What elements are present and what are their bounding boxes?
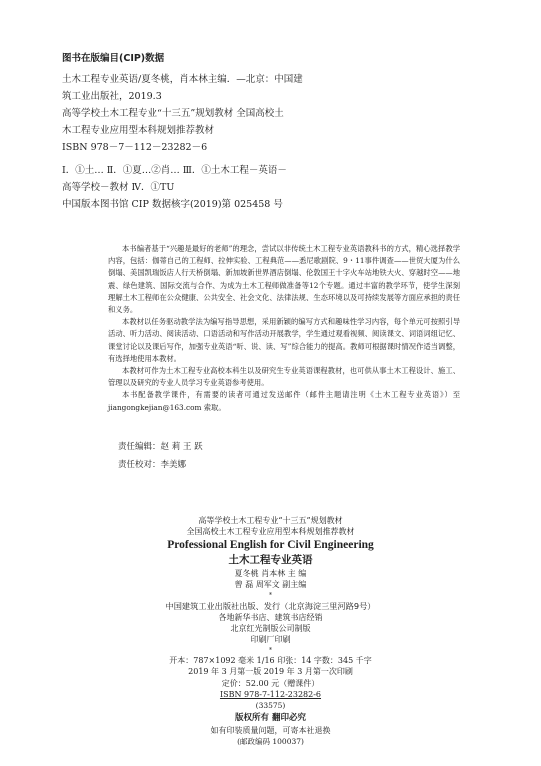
editor-names: 赵 莉 王 跃 bbox=[160, 442, 203, 452]
proofreader-names: 李美娜 bbox=[160, 460, 187, 470]
quality-notice: 如有印装质量问题，可寄本社退换 bbox=[210, 725, 331, 735]
intro-paragraph: 本书编者基于“兴趣是最好的老师”的理念，尝试以非传统土木工程专业英语教科书的方式，精心选择教学内容，包括：伽蒂自己的工程师、拉伸实验、工程典范——悉尼歌剧院、9・11事件调查——世贸大厦为什么倒塌、美国凯瑞饭店人行天桥倒塌、新加坡新世界酒店倒塌、伦敦国王十字火车站地铁大火、穿越时空——地震、绿色建筑、国际交流与合作、为成为土木工程师做准备等12个专题。通过丰富的教学环节，使学生深刻理解土木工程师在公众健康、公共安全、社会文化、法律法规、生态环境以及可持续发展等方面应承担的责任和义务。 bbox=[108, 244, 460, 315]
price-line: 定价：52.00 元（赠课件） bbox=[221, 678, 320, 688]
responsible-editors bbox=[118, 438, 203, 474]
cip-line: 土木工程专业英语/夏冬桃，肖本林主编．—北京：中国建 bbox=[62, 74, 303, 85]
cip-classification: Ⅰ．①土… Ⅱ．①夏…②肖… Ⅲ．①土木工程－英语－ bbox=[62, 165, 287, 176]
copyright-notice: 版权所有 翻印必究 bbox=[235, 712, 306, 723]
cip-line: 木工程专业应用型本科规划推荐教材 bbox=[62, 125, 215, 136]
book-introduction bbox=[108, 243, 460, 414]
cip-line: 筑工业出版社，2019.3 bbox=[62, 91, 162, 102]
editor-row bbox=[118, 438, 203, 456]
cip-isbn: ISBN 978－7－112－23282－6 bbox=[62, 142, 208, 153]
cip-classification: 高等学校－教材 Ⅳ．①TU bbox=[62, 182, 175, 193]
separator-star: * bbox=[269, 591, 272, 599]
colophon bbox=[0, 515, 541, 748]
proofreader-label: 责任校对： bbox=[118, 460, 161, 470]
book-title-en: Professional English for Civil Engineering bbox=[167, 538, 374, 551]
distributor-line: 各地新华书店、建筑书店经销 bbox=[218, 612, 323, 622]
intro-paragraph: 本教材以任务驱动教学法为编写指导思想，采用新颖的编写方式和趣味性学习内容，每个单元可按照引导活动、听力活动、阅读活动、口语活动和写作活动开展教学，学生通过观看视频、阅读课文、词语词组记忆、课堂讨论以及课后写作，加强专业英语“听、说、读、写”综合能力的提高。教师可根据课时情况作适当调整，有选择地使用本教材。 bbox=[108, 317, 460, 363]
cip-block bbox=[62, 50, 482, 213]
intro-paragraph: 本书配备教学课件，有需要的读者可通过发送邮件（邮件主题请注明《土木工程专业英语》）至 jiangongkejian@163.com 索取。 bbox=[108, 390, 460, 412]
postcode-line: (邮政编码 100037) bbox=[237, 737, 304, 747]
cip-record-number: 中国版本图书馆 CIP 数据核字(2019)第 025458 号 bbox=[62, 199, 283, 210]
editor-label: 责任编辑： bbox=[118, 442, 161, 452]
deputy-editors: 曾 磊 周军文 副主编 bbox=[234, 580, 307, 590]
cip-title: 图书在版编目(CIP)数据 bbox=[62, 53, 165, 64]
cip-line: 高等学校土木工程专业“十三五”规划教材 全国高校土 bbox=[62, 108, 284, 119]
intro-paragraph: 本教材可作为土木工程专业高校本科生以及研究生专业英语课程教材，也可供从事土木工程设计、施工、管理以及研究的专业人员学习专业英语参考使用。 bbox=[108, 366, 460, 388]
typesetter-line: 北京红光制版公司制版 bbox=[230, 624, 311, 634]
book-title-zh: 土木工程专业英语 bbox=[228, 553, 313, 566]
proofreader-row bbox=[118, 456, 203, 474]
series-name: 高等学校土木工程专业“十三五”规划教材 bbox=[198, 516, 343, 525]
separator-star: * bbox=[269, 646, 272, 654]
edition-line: 2019 年 3 月第一版 2019 年 3 月第一次印刷 bbox=[188, 667, 353, 677]
book-code: (33575) bbox=[255, 701, 286, 711]
format-line: 开本：787×1092 毫米 1/16 印张：14 字数：345 千字 bbox=[169, 655, 372, 665]
publisher-line: 中国建筑工业出版社出版、发行（北京海淀三里河路9号） bbox=[165, 600, 376, 611]
printer-line: 印刷厂印刷 bbox=[250, 635, 291, 645]
isbn-line: ISBN 978-7-112-23282-6 bbox=[219, 690, 322, 700]
series-name: 全国高校土木工程专业应用型本科规划推荐教材 bbox=[186, 527, 355, 537]
chief-editors: 夏冬桃 肖本林 主 编 bbox=[234, 568, 307, 578]
